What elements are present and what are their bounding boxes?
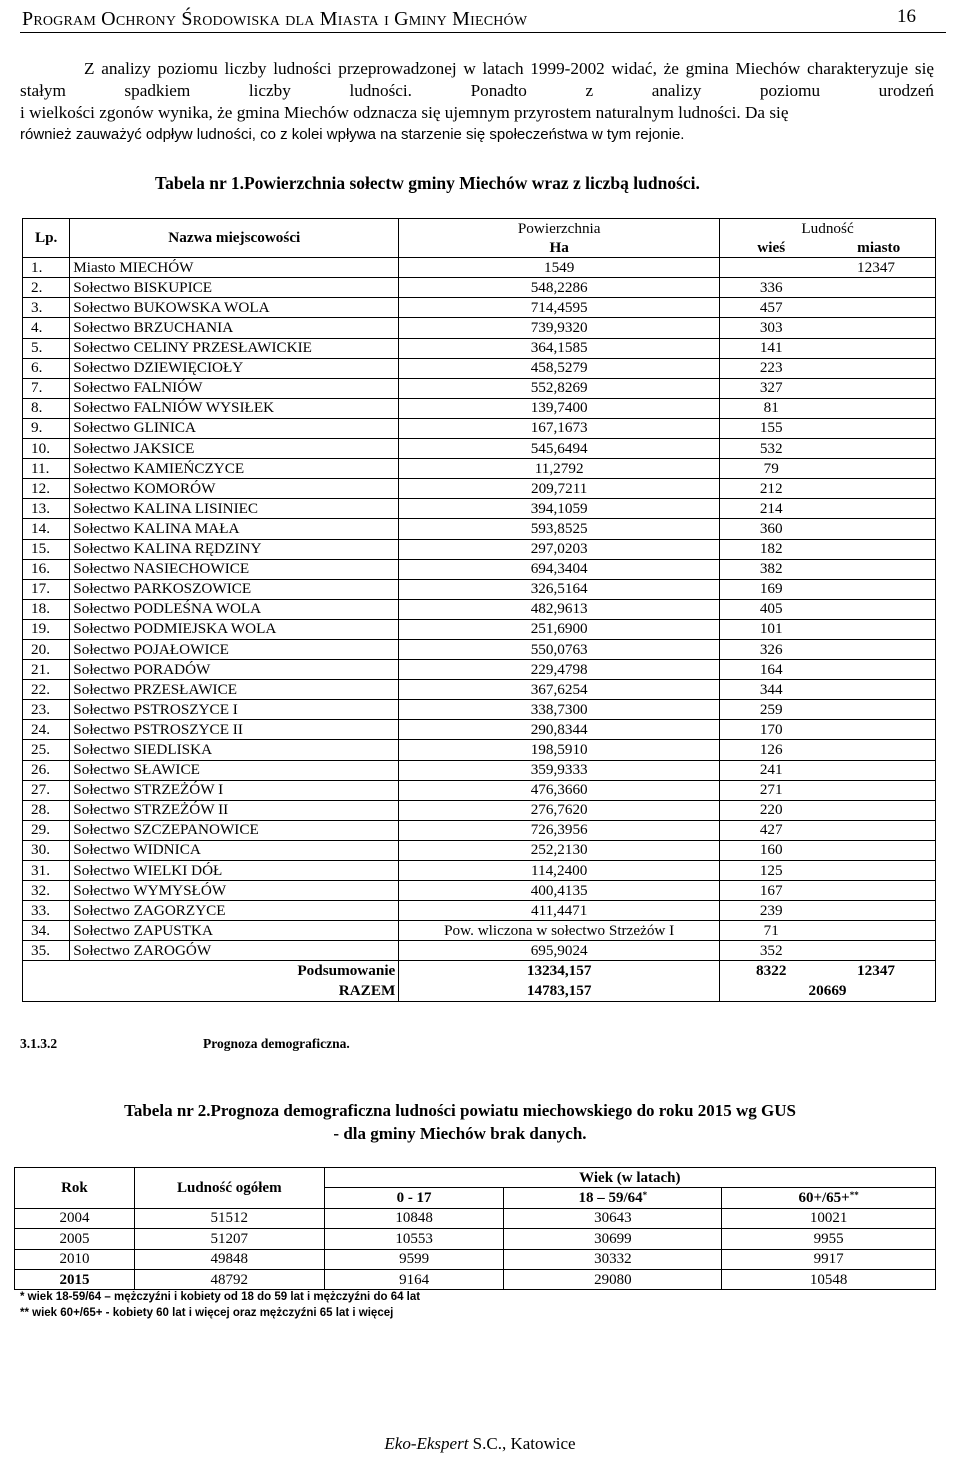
row-area: 11,2792 — [399, 459, 720, 479]
row-area: 359,9333 — [399, 760, 720, 780]
row-rural: 141 — [720, 338, 823, 358]
row-urban — [822, 278, 935, 298]
row-lp: 11. — [23, 459, 70, 479]
row-area: 198,5910 — [399, 740, 720, 760]
row-urban — [822, 418, 935, 438]
total-label: RAZEM — [70, 981, 399, 1002]
table-row — [23, 680, 936, 700]
table-row — [23, 881, 936, 901]
summary-urban: 12347 — [822, 961, 935, 982]
row-area: 114,2400 — [399, 861, 720, 881]
row-rural: 125 — [720, 861, 823, 881]
row-rural: 101 — [720, 619, 823, 639]
row-rural: 214 — [720, 499, 823, 519]
row-name: Sołectwo FALNIÓW — [70, 378, 399, 398]
row-year: 2005 — [15, 1229, 135, 1249]
table-row — [23, 459, 936, 479]
row-name: Sołectwo NASIECHOWICE — [70, 559, 399, 579]
row-area: 297,0203 — [399, 539, 720, 559]
row-urban — [822, 820, 935, 840]
header-age-18-59-text: 18 – 59/64 — [578, 1190, 643, 1207]
row-urban — [822, 720, 935, 740]
row-urban — [822, 499, 935, 519]
table-row — [23, 338, 936, 358]
row-name: Sołectwo CELINY PRZESŁAWICKIE — [70, 338, 399, 358]
row-area: 545,6494 — [399, 439, 720, 459]
row-name: Sołectwo PRZESŁAWICE — [70, 680, 399, 700]
header-year: Rok — [15, 1168, 135, 1209]
row-rural: 326 — [720, 639, 823, 659]
intro-text — [20, 58, 934, 146]
summary-label: Podsumowanie — [70, 961, 399, 982]
row-rural: 303 — [720, 318, 823, 338]
row-name: Sołectwo KAMIEŃCZYCE — [70, 459, 399, 479]
row-name: Sołectwo PSTROSZYCE I — [70, 700, 399, 720]
row-lp: 29. — [23, 820, 70, 840]
row-name: Sołectwo SŁAWICE — [70, 760, 399, 780]
table-row — [23, 921, 936, 941]
row-rural: 457 — [720, 298, 823, 318]
row-urban — [822, 439, 935, 459]
row-lp: 6. — [23, 358, 70, 378]
row-rural: 182 — [720, 539, 823, 559]
table1-body — [23, 258, 936, 961]
summary-area: 13234,157 — [399, 961, 720, 982]
row-area: 714,4595 — [399, 298, 720, 318]
row-total: 51512 — [134, 1208, 324, 1228]
row-area: 694,3404 — [399, 559, 720, 579]
row-lp: 22. — [23, 680, 70, 700]
row-name: Sołectwo KALINA LISINIEC — [70, 499, 399, 519]
row-rural: 155 — [720, 418, 823, 438]
summary-rural: 8322 — [756, 962, 787, 980]
table2-body — [15, 1208, 936, 1290]
row-area: 364,1585 — [399, 338, 720, 358]
row-area: 394,1059 — [399, 499, 720, 519]
table-row — [15, 1229, 936, 1249]
row-urban — [822, 298, 935, 318]
header-area-unit: Ha — [399, 238, 720, 258]
table-row — [23, 439, 936, 459]
row-age-0-17: 9599 — [324, 1249, 504, 1269]
header-age-60-text: 60+/65+ — [798, 1190, 850, 1207]
row-urban — [822, 800, 935, 820]
row-name: Sołectwo PODMIEJSKA WOLA — [70, 619, 399, 639]
row-urban — [822, 378, 935, 398]
footer-company: Eko-Ekspert — [384, 1434, 469, 1453]
table-row — [23, 619, 936, 639]
row-age-18-59: 30332 — [504, 1249, 722, 1269]
row-age-18-59: 30643 — [504, 1208, 722, 1228]
table-row — [23, 660, 936, 680]
row-name: Sołectwo PSTROSZYCE II — [70, 720, 399, 740]
row-area: 552,8269 — [399, 378, 720, 398]
row-name: Sołectwo FALNIÓW WYSIŁEK — [70, 398, 399, 418]
table2-notes — [20, 1289, 420, 1321]
row-area: 276,7620 — [399, 800, 720, 820]
footer-suffix: S.C., Katowice — [468, 1434, 576, 1453]
row-name: Sołectwo KOMORÓW — [70, 479, 399, 499]
row-name: Sołectwo WYMYSŁÓW — [70, 881, 399, 901]
row-age-0-17: 10553 — [324, 1229, 504, 1249]
note-1: * wiek 18-59/64 – mężczyźni i kobiety od 18 do 59 lat i mężczyźni do 64 lat — [20, 1291, 421, 1303]
row-total: 49848 — [134, 1249, 324, 1269]
row-urban — [822, 599, 935, 619]
row-lp: 28. — [23, 800, 70, 820]
row-rural: 427 — [720, 820, 823, 840]
table1-caption: Tabela nr 1.Powierzchnia sołectw gminy Miechów wraz z liczbą ludności. — [155, 173, 700, 193]
row-name: Sołectwo POJAŁOWICE — [70, 639, 399, 659]
row-lp: 14. — [23, 519, 70, 539]
row-age-60: 9917 — [722, 1249, 936, 1269]
row-rural: 160 — [720, 840, 823, 860]
row-rural: 327 — [720, 378, 823, 398]
row-rural: 344 — [720, 680, 823, 700]
row-area: 252,2130 — [399, 840, 720, 860]
intro-paragraph-2: i wielkości zgonów wynika, że gmina Miechów odznacza się ujemnym przyrostem naturalnym ludności. Da się — [20, 103, 789, 122]
table-row — [23, 840, 936, 860]
row-lp: 12. — [23, 479, 70, 499]
row-lp: 21. — [23, 660, 70, 680]
table2-caption-line2: - dla gminy Miechów brak danych. — [333, 1124, 587, 1143]
row-area: 251,6900 — [399, 619, 720, 639]
row-name: Sołectwo ZAGORZYCE — [70, 901, 399, 921]
row-name: Sołectwo GLINICA — [70, 418, 399, 438]
row-urban: 12347 — [822, 258, 935, 278]
row-area: 726,3956 — [399, 820, 720, 840]
row-age-60: 10548 — [722, 1269, 936, 1289]
intro-paragraph-1: Z analizy poziomu liczby ludności przeprowadzonej w latach 1999-2002 widać, że gmina Miechów charakteryzuje się stałym spadkiem liczby ludności. Ponadto z analizy poziomu urodzeń — [20, 59, 934, 100]
row-lp: 10. — [23, 439, 70, 459]
row-urban — [822, 680, 935, 700]
table2-caption — [20, 1099, 900, 1145]
row-lp: 9. — [23, 418, 70, 438]
row-area: 400,4135 — [399, 881, 720, 901]
row-rural: 79 — [720, 459, 823, 479]
table-row — [23, 720, 936, 740]
header-age-0-17: 0 - 17 — [324, 1188, 504, 1208]
table-row — [23, 599, 936, 619]
row-year: 2010 — [15, 1249, 135, 1269]
row-lp: 7. — [23, 378, 70, 398]
row-urban — [822, 619, 935, 639]
table-row — [15, 1269, 936, 1289]
row-area: 167,1673 — [399, 418, 720, 438]
row-area: 209,7211 — [399, 479, 720, 499]
row-rural: 241 — [720, 760, 823, 780]
row-lp: 25. — [23, 740, 70, 760]
row-rural: 169 — [720, 579, 823, 599]
row-rural: 167 — [720, 881, 823, 901]
table-row — [23, 258, 936, 278]
row-urban — [822, 921, 935, 941]
section-title: Prognoza demograficzna. — [203, 1036, 350, 1051]
row-name: Sołectwo SIEDLISKA — [70, 740, 399, 760]
table-row — [15, 1249, 936, 1269]
intro-paragraph-3: również zauważyć odpływ ludności, co z kolei wpływa na starzenie się społeczeństwa w tym rejonie. — [20, 126, 685, 143]
row-rural: 71 — [720, 921, 823, 941]
row-name: Sołectwo PARKOSZOWICE — [70, 579, 399, 599]
row-area: 229,4798 — [399, 660, 720, 680]
header-area: Powierzchnia — [399, 219, 720, 239]
table-row — [23, 519, 936, 539]
row-name: Sołectwo PODLEŚNA WOLA — [70, 599, 399, 619]
row-name: Sołectwo DZIEWIĘCIOŁY — [70, 358, 399, 378]
table-row — [23, 499, 936, 519]
table2-caption-line1: Tabela nr 2.Prognoza demograficzna ludności powiatu miechowskiego do roku 2015 wg GUS — [124, 1101, 796, 1120]
row-name: Sołectwo PORADÓW — [70, 660, 399, 680]
table-row — [23, 479, 936, 499]
row-rural: 164 — [720, 660, 823, 680]
table-row — [23, 740, 936, 760]
row-year: 2004 — [15, 1208, 135, 1228]
row-rural: 239 — [720, 901, 823, 921]
row-urban — [822, 941, 935, 961]
row-urban — [822, 559, 935, 579]
row-name: Sołectwo BUKOWSKA WOLA — [70, 298, 399, 318]
row-rural: 126 — [720, 740, 823, 760]
row-urban — [822, 700, 935, 720]
row-name: Miasto MIECHÓW — [70, 258, 399, 278]
table-row — [23, 941, 936, 961]
page-number: 16 — [897, 6, 916, 27]
row-area: 458,5279 — [399, 358, 720, 378]
row-age-60: 10021 — [722, 1208, 936, 1228]
row-area: 367,6254 — [399, 680, 720, 700]
row-area: 139,7400 — [399, 398, 720, 418]
table-row — [23, 418, 936, 438]
row-rural: 220 — [720, 800, 823, 820]
row-name: Sołectwo STRZEŻÓW II — [70, 800, 399, 820]
row-rural: 352 — [720, 941, 823, 961]
row-year: 2015 — [15, 1269, 135, 1289]
row-lp: 18. — [23, 599, 70, 619]
table-row — [23, 378, 936, 398]
table-row — [15, 1208, 936, 1228]
header-rural: wieś — [720, 238, 823, 258]
row-rural: 532 — [720, 439, 823, 459]
row-lp: 1. — [23, 258, 70, 278]
section-number: 3.1.3.2 — [20, 1036, 58, 1051]
row-urban — [822, 881, 935, 901]
row-age-60: 9955 — [722, 1229, 936, 1249]
row-urban — [822, 398, 935, 418]
row-lp: 34. — [23, 921, 70, 941]
row-area: 739,9320 — [399, 318, 720, 338]
footnote-mark-2: ** — [849, 1190, 859, 1201]
table-row — [23, 318, 936, 338]
row-urban — [822, 318, 935, 338]
row-name: Sołectwo BISKUPICE — [70, 278, 399, 298]
row-lp: 13. — [23, 499, 70, 519]
row-urban — [822, 539, 935, 559]
header-population: Ludność — [720, 219, 936, 239]
row-total: 51207 — [134, 1229, 324, 1249]
row-name: Sołectwo JAKSICE — [70, 439, 399, 459]
table-row — [23, 901, 936, 921]
row-lp: 15. — [23, 539, 70, 559]
row-name: Sołectwo SZCZEPANOWICE — [70, 820, 399, 840]
row-lp: 26. — [23, 760, 70, 780]
header-age-60 — [722, 1188, 936, 1208]
row-rural: 382 — [720, 559, 823, 579]
table-row — [23, 820, 936, 840]
row-name: Sołectwo BRZUCHANIA — [70, 318, 399, 338]
row-area: 338,7300 — [399, 700, 720, 720]
row-rural: 170 — [720, 720, 823, 740]
page-footer — [0, 1434, 960, 1454]
row-area: Pow. wliczona w sołectwo Strzeżów I — [399, 921, 720, 941]
row-lp: 4. — [23, 318, 70, 338]
row-area: 548,2286 — [399, 278, 720, 298]
row-lp: 32. — [23, 881, 70, 901]
row-name: Sołectwo STRZEŻÓW I — [70, 780, 399, 800]
page-header — [20, 4, 946, 33]
row-urban — [822, 519, 935, 539]
row-rural: 259 — [720, 700, 823, 720]
table-row — [23, 639, 936, 659]
row-total: 48792 — [134, 1269, 324, 1289]
row-lp: 8. — [23, 398, 70, 418]
row-rural: 81 — [720, 398, 823, 418]
row-lp: 20. — [23, 639, 70, 659]
total-spacer — [23, 981, 70, 1002]
row-lp: 33. — [23, 901, 70, 921]
row-name: Sołectwo WIDNICA — [70, 840, 399, 860]
row-urban — [822, 861, 935, 881]
row-urban — [822, 901, 935, 921]
row-rural: 271 — [720, 780, 823, 800]
row-area: 290,8344 — [399, 720, 720, 740]
row-rural: 336 — [720, 278, 823, 298]
row-lp: 19. — [23, 619, 70, 639]
row-area: 550,0763 — [399, 639, 720, 659]
row-lp: 3. — [23, 298, 70, 318]
total-population: 20669 — [720, 981, 936, 1002]
row-lp: 17. — [23, 579, 70, 599]
row-urban — [822, 479, 935, 499]
row-age-18-59: 29080 — [504, 1269, 722, 1289]
row-urban — [822, 840, 935, 860]
row-area: 326,5164 — [399, 579, 720, 599]
document-title: Program Ochrony Środowiska dla Miasta i Gminy Miechów — [22, 8, 528, 30]
row-urban — [822, 660, 935, 680]
table-row — [23, 539, 936, 559]
row-rural: 360 — [720, 519, 823, 539]
table-row — [23, 398, 936, 418]
row-urban — [822, 639, 935, 659]
row-name: Sołectwo WIELKI DÓŁ — [70, 861, 399, 881]
row-name: Sołectwo KALINA RĘDZINY — [70, 539, 399, 559]
header-lp: Lp. — [23, 219, 70, 258]
table-row — [23, 579, 936, 599]
table-row — [23, 358, 936, 378]
row-area: 411,4471 — [399, 901, 720, 921]
header-total: Ludność ogółem — [134, 1168, 324, 1209]
table-row — [23, 700, 936, 720]
row-lp: 24. — [23, 720, 70, 740]
row-urban — [822, 459, 935, 479]
row-area: 482,9613 — [399, 599, 720, 619]
row-name: Sołectwo ZAROGÓW — [70, 941, 399, 961]
row-urban — [822, 338, 935, 358]
row-area: 593,8525 — [399, 519, 720, 539]
row-rural — [720, 258, 823, 278]
note-2: ** wiek 60+/65+ - kobiety 60 lat i więcej oraz mężczyźni 65 lat i więcej — [20, 1307, 394, 1319]
summary-spacer — [23, 961, 70, 982]
footnote-mark-1: * — [642, 1190, 648, 1201]
header-name: Nazwa miejscowości — [70, 219, 399, 258]
row-age-18-59: 30699 — [504, 1229, 722, 1249]
row-area: 1549 — [399, 258, 720, 278]
table-row — [23, 298, 936, 318]
table-demographic-forecast — [14, 1167, 936, 1290]
row-name: Sołectwo KALINA MAŁA — [70, 519, 399, 539]
row-lp: 16. — [23, 559, 70, 579]
row-lp: 31. — [23, 861, 70, 881]
row-age-0-17: 10848 — [324, 1208, 504, 1228]
table-settlements — [22, 218, 936, 1002]
row-urban — [822, 780, 935, 800]
table-row — [23, 278, 936, 298]
row-lp: 23. — [23, 700, 70, 720]
row-urban — [822, 579, 935, 599]
header-urban: miasto — [822, 238, 935, 258]
row-rural: 223 — [720, 358, 823, 378]
header-age-group: Wiek (w latach) — [324, 1168, 935, 1188]
row-lp: 35. — [23, 941, 70, 961]
row-rural: 212 — [720, 479, 823, 499]
row-lp: 2. — [23, 278, 70, 298]
row-urban — [822, 358, 935, 378]
table-row — [23, 780, 936, 800]
row-name: Sołectwo ZAPUSTKA — [70, 921, 399, 941]
row-rural: 405 — [720, 599, 823, 619]
total-area: 14783,157 — [399, 981, 720, 1002]
table-row — [23, 800, 936, 820]
row-area: 476,3660 — [399, 780, 720, 800]
row-area: 695,9024 — [399, 941, 720, 961]
row-urban — [822, 760, 935, 780]
table-row — [23, 559, 936, 579]
row-urban — [822, 740, 935, 760]
row-lp: 5. — [23, 338, 70, 358]
table-row — [23, 760, 936, 780]
row-lp: 27. — [23, 780, 70, 800]
header-age-18-59 — [504, 1188, 722, 1208]
row-age-0-17: 9164 — [324, 1269, 504, 1289]
row-lp: 30. — [23, 840, 70, 860]
table-row — [23, 861, 936, 881]
